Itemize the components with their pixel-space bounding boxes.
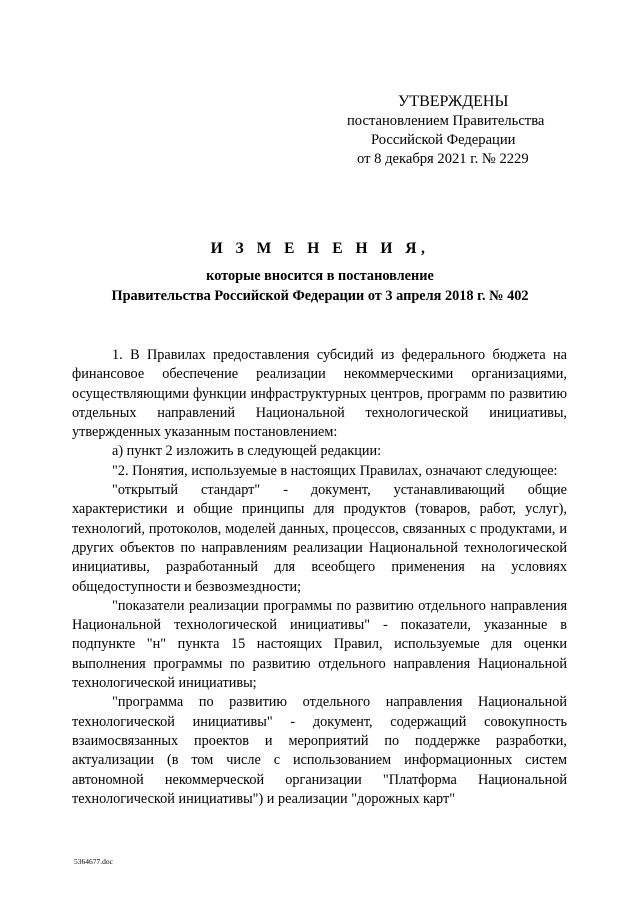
- document-title: И З М Е Н Е Н И Я,: [210, 240, 430, 257]
- paragraph-2: а) пункт 2 изложить в следующей редакции:: [112, 443, 382, 460]
- document-body: [72, 346, 567, 809]
- approval-title: УТВЕРЖДЕНЫ: [398, 93, 509, 110]
- approval-line-2: Российской Федерации: [371, 132, 516, 148]
- paragraph-6: "программа по развитию отдельного направления Национальной технологической инициативы" - документ, содержащий совокупность взаимосвязанных проектов и мероприятий по поддержке разработки, актуализации (в том числе с использованием информационных систем автономной некоммерческой организации "Платформа Национальной технологической инициативы") и реализации "дорожных карт": [72, 694, 567, 807]
- paragraph-5: "показатели реализации программы по развитию отдельного направления Национальной технологической инициативы" - показатели, указанные в подпункте "н" пункта 15 настоящих Правил, используемые для оценки выполнения программы по развитию отдельного направления Национальной технологической инициативы;: [72, 597, 567, 692]
- approval-stamp: [340, 92, 580, 169]
- paragraph-4: "открытый стандарт" - документ, устанавливающий общие характеристики и общие принципы для продуктов (товаров, работ, услуг), технологий, протоколов, моделей данных, процессов, связанных с продуктами, и других объектов по направлениям реализации Национальной технологической инициативы, разработанный для всеобщего применения на условиях общедоступности и безвозмездности;: [72, 482, 567, 595]
- approval-line-1: постановлением Правительства: [347, 113, 545, 129]
- paragraph-1: 1. В Правилах предоставления субсидий из федерального бюджета на финансовое обеспечение реализации некоммерческими организациями, осуществляющими функции инфраструктурных центров, программ по развитию отдельных направлений Национальной технологической инициативы, утвержденных указанным постановлением:: [72, 347, 567, 441]
- subtitle-line-2: Правительства Российской Федерации от 3 апреля 2018 г. № 402: [111, 288, 529, 304]
- paragraph-3: "2. Понятия, используемые в настоящих Правилах, означают следующее:: [112, 462, 558, 479]
- document-subtitle: [0, 266, 640, 306]
- subtitle-line-1: которые вносится в постановление: [206, 268, 434, 284]
- approval-line-3: от 8 декабря 2021 г. № 2229: [357, 151, 529, 167]
- document-file-id: 5364677.doc: [74, 857, 113, 866]
